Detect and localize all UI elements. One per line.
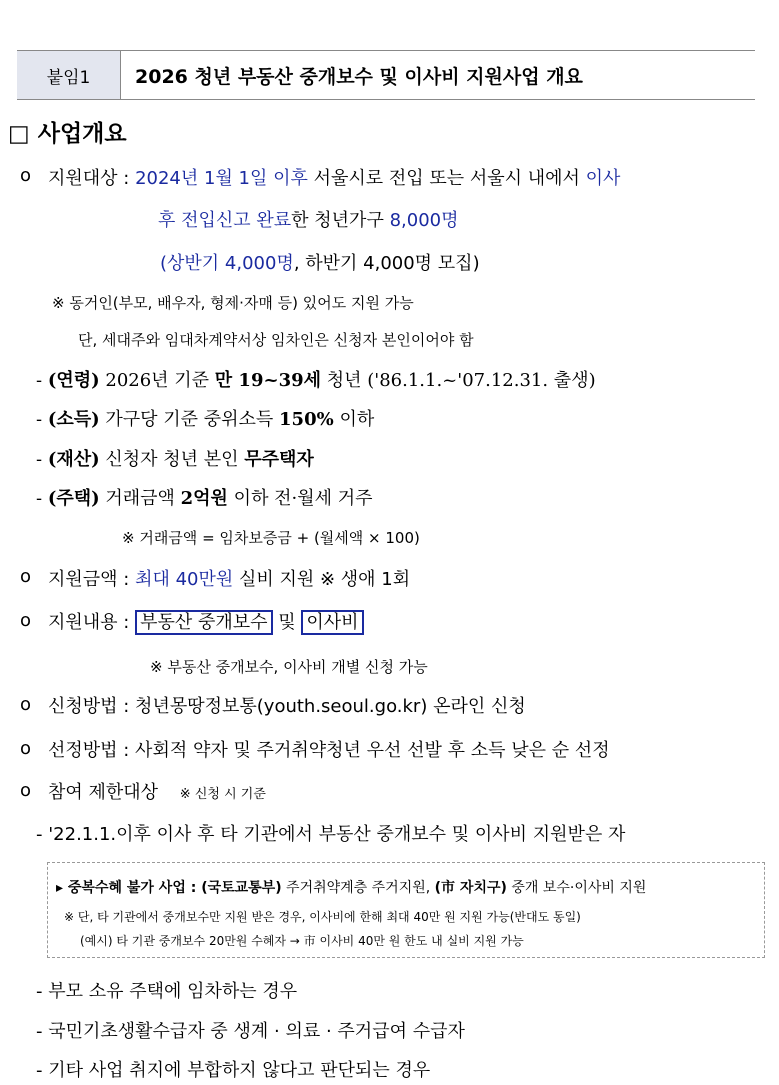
- restrict-first: - '22.1.1.이후 이사 후 타 기관에서 부동산 중개보수 및 이사비 지원받은 자: [36, 824, 626, 845]
- notice-line-1: [56, 877, 646, 897]
- criteria-text: 가구당 기준 중위소득: [99, 409, 280, 430]
- criteria-note: ※ 거래금액 = 임차보증금 + (월세액 × 100): [122, 529, 420, 547]
- content-line: [48, 608, 364, 634]
- criteria-income: [36, 405, 374, 431]
- target-bullet: o: [20, 165, 32, 186]
- content-and: 및: [278, 612, 296, 633]
- header-box: [17, 50, 755, 100]
- target-date: 2024년 1월 1일 이후: [135, 168, 308, 189]
- criteria-text: 거래금액: [99, 488, 181, 509]
- criteria-text: 이하: [333, 409, 375, 430]
- restrict-item-1: - 부모 소유 주택에 임차하는 경우: [36, 981, 298, 1002]
- criteria-asset: [36, 445, 314, 471]
- amount-label: 지원금액 :: [48, 569, 130, 590]
- criteria-label: (주택): [47, 488, 100, 509]
- restrict-item-3: - 기타 사업 취지에 부합하지 않다고 판단되는 경우: [36, 1060, 431, 1081]
- select-bullet: o: [20, 738, 32, 759]
- criteria-value: 무주택자: [244, 449, 314, 470]
- attachment-tag: 붙임1: [17, 51, 121, 99]
- dash: -: [36, 409, 43, 430]
- notice-bold: ▸ 중복수혜 불가 사업 : (국토교통부): [56, 880, 282, 896]
- target-text-1: 서울시로 전입 또는 서울시 내에서: [307, 168, 586, 189]
- criteria-text: 신청자 청년 본인: [99, 449, 245, 470]
- content-bullet: o: [20, 610, 32, 631]
- target-note-1: ※ 동거인(부모, 배우자, 형제·자매 등) 있어도 지원 가능: [52, 294, 414, 312]
- notice-line-2: ※ 단, 타 기관에서 중개보수만 지원 받은 경우, 이사비에 한해 최대 40만 원 지원 가능(반대도 동일): [64, 910, 581, 924]
- amount-value: 최대 40만원: [135, 569, 234, 590]
- criteria-text: 2026년 기준: [99, 370, 215, 391]
- criteria-value: 만 19~39세: [214, 370, 322, 391]
- target-move: 이사: [585, 168, 621, 189]
- restrict-note: ※ 신청 시 기준: [179, 787, 266, 802]
- duplicate-benefit-notice: [47, 862, 765, 958]
- dash: -: [36, 370, 43, 391]
- target-second-half: , 하반기 4,000명 모집): [293, 253, 480, 274]
- document-title: 2026 청년 부동산 중개보수 및 이사비 지원사업 개요: [135, 65, 583, 88]
- restrict-item-2: - 국민기초생활수급자 중 생계 · 의료 · 주거급여 수급자: [36, 1021, 465, 1042]
- criteria-house: [36, 484, 373, 510]
- restrict-bullet: o: [20, 780, 32, 801]
- target-text-2: 한 청년가구: [291, 210, 390, 231]
- notice-bold: (市 자치구): [434, 880, 507, 896]
- moving-cost-box: 이사비: [301, 610, 363, 635]
- target-label: 지원대상 :: [48, 168, 130, 189]
- amount-text: 실비 지원 ※ 생애 1회: [233, 569, 411, 590]
- notice-text: 주거취약계층 주거지원,: [281, 880, 435, 896]
- apply-line: 신청방법 : 청년몽땅정보통(youth.seoul.go.kr) 온라인 신청: [48, 696, 526, 717]
- section-heading: [8, 115, 127, 148]
- apply-bullet: o: [20, 694, 32, 715]
- brokerage-fee-box: 부동산 중개보수: [135, 610, 272, 635]
- dash: -: [36, 488, 43, 509]
- criteria-label: (소득): [47, 409, 100, 430]
- criteria-label: (연령): [47, 370, 100, 391]
- restrict-line: [48, 778, 266, 804]
- target-note-2: 단, 세대주와 임대차계약서상 임차인은 신청자 본인이어야 함: [78, 331, 474, 349]
- target-line-2: [158, 206, 458, 232]
- target-line-1: [48, 164, 620, 190]
- content-note: ※ 부동산 중개보수, 이사비 개별 신청 가능: [150, 658, 428, 676]
- criteria-text: 청년 ('86.1.1.~'07.12.31. 출생): [321, 370, 596, 391]
- amount-line: [48, 565, 410, 591]
- notice-line-3: (예시) 타 기관 중개보수 20만원 수혜자 → 市 이사비 40만 원 한도 내 실비 지원 가능: [80, 934, 524, 948]
- criteria-text: 이하 전·월세 거주: [227, 488, 373, 509]
- dash: -: [36, 449, 43, 470]
- criteria-label: (재산): [47, 449, 100, 470]
- criteria-value: 150%: [279, 409, 334, 430]
- target-report: 후 전입신고 완료: [158, 210, 292, 231]
- target-line-3: [160, 249, 480, 275]
- notice-text: 중개 보수·이사비 지원: [506, 880, 647, 896]
- restrict-label: 참여 제한대상: [48, 782, 159, 803]
- section-title: 사업개요: [37, 121, 127, 147]
- criteria-value: 2억원: [180, 488, 228, 509]
- target-first-half: (상반기 4,000명: [160, 253, 294, 274]
- criteria-age: [36, 366, 596, 392]
- target-count: 8,000명: [389, 210, 459, 231]
- amount-bullet: o: [20, 566, 32, 587]
- content-label: 지원내용 :: [48, 612, 130, 633]
- checkbox-icon: □: [8, 121, 30, 147]
- select-line: 선정방법 : 사회적 약자 및 주거취약청년 우선 선발 후 소득 낮은 순 선정: [48, 740, 610, 761]
